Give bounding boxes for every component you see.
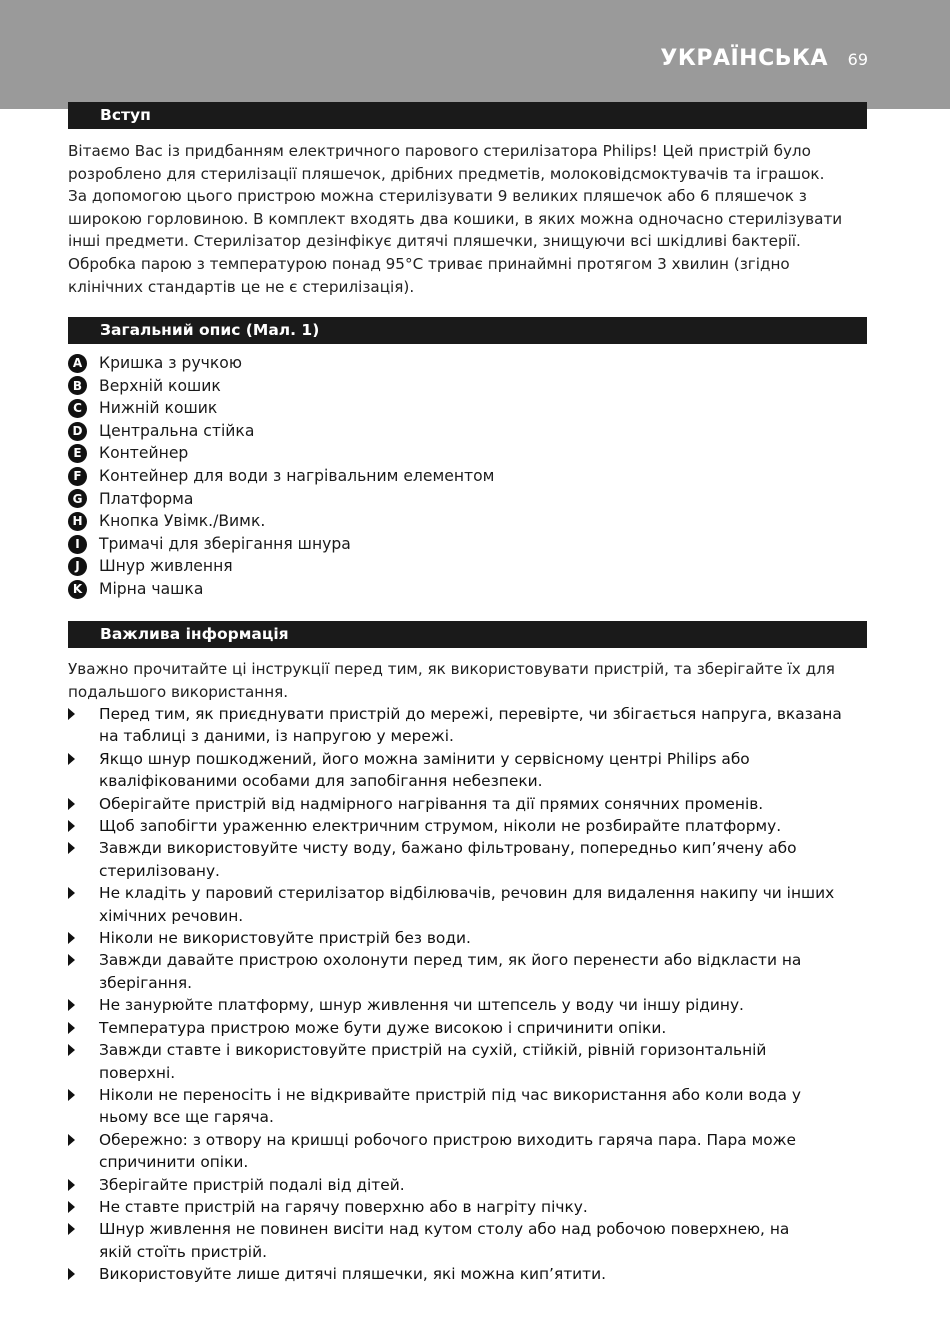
part-label: Контейнер для води з нагрівальним елементом xyxy=(99,466,495,485)
part-letter-badge: F xyxy=(68,467,87,486)
part-item xyxy=(68,510,668,533)
part-letter-badge: C xyxy=(68,399,87,418)
part-label: Нижній кошик xyxy=(99,399,218,418)
part-item xyxy=(68,465,668,488)
part-letter-badge: A xyxy=(68,354,87,373)
warning-item xyxy=(68,793,868,815)
warning-item xyxy=(68,927,868,949)
warning-line: поверхні. xyxy=(99,1063,176,1082)
warning-line: якій стоїть пристрій. xyxy=(99,1242,267,1261)
part-label: Кнопка Увімк./Вимк. xyxy=(99,512,266,531)
important-intro-line: Уважно прочитайте ці інструкції перед тим, як використовувати пристрій, та зберігайте їх для xyxy=(68,660,835,678)
section-title-general: Загальний опис (Мал. 1) xyxy=(100,321,320,339)
warning-line: Завжди давайте пристрою охолонути перед тим, як його перенести або відкласти на xyxy=(99,951,802,970)
part-item xyxy=(68,375,668,398)
warning-line: кваліфікованими особами для запобігання небезпеки. xyxy=(99,772,543,791)
bullet-triangle-icon xyxy=(68,1089,75,1101)
part-item xyxy=(68,420,668,443)
part-letter-badge: G xyxy=(68,489,87,508)
warning-item xyxy=(68,994,868,1016)
bullet-triangle-icon xyxy=(68,1268,75,1280)
warning-line: Завжди використовуйте чисту воду, бажано фільтровану, попередньо кип’ячену або xyxy=(99,839,797,858)
section-header-important xyxy=(68,621,867,648)
warning-line: стерилізовану. xyxy=(99,861,220,880)
warning-line: Оберігайте пристрій від надмірного нагрівання та дії прямих сонячних променів. xyxy=(99,794,764,813)
part-label: Платформа xyxy=(99,489,194,508)
part-item xyxy=(68,352,668,375)
part-letter-badge: H xyxy=(68,512,87,531)
warning-line: Зберігайте пристрій подалі від дітей. xyxy=(99,1175,405,1194)
bullet-triangle-icon xyxy=(68,999,75,1011)
intro-line: Обробка парою з температурою понад 95°C триває принаймні протягом 3 хвилин (згідно xyxy=(68,254,790,273)
warning-line: ньому все ще гаряча. xyxy=(99,1108,274,1127)
bullet-triangle-icon xyxy=(68,1223,75,1235)
part-label: Шнур живлення xyxy=(99,557,233,576)
part-item xyxy=(68,533,668,556)
warning-line: на таблиці з даними, із напругою у мережі. xyxy=(99,727,454,746)
language-title: УКРАЇНСЬКА xyxy=(660,46,828,71)
section-title-important: Важлива інформація xyxy=(100,625,289,643)
intro-line: клінічних стандартів це не є стерилізація). xyxy=(68,277,415,296)
warning-line: Щоб запобігти ураженню електричним струмом, ніколи не розбирайте платформу. xyxy=(99,817,782,836)
warning-line: спричинити опіки. xyxy=(99,1153,249,1172)
part-item xyxy=(68,397,668,420)
warning-line: Температура пристрою може бути дуже високою і спричинити опіки. xyxy=(99,1018,667,1037)
section-header-general xyxy=(68,317,867,344)
bullet-triangle-icon xyxy=(68,753,75,765)
warning-line: Не занурюйте платформу, шнур живлення чи штепсель у воду чи іншу рідину. xyxy=(99,996,744,1015)
part-item xyxy=(68,578,668,601)
part-letter-badge: K xyxy=(68,580,87,599)
bullet-triangle-icon xyxy=(68,708,75,720)
section-title-intro: Вступ xyxy=(100,106,151,124)
part-item xyxy=(68,442,668,465)
bullet-triangle-icon xyxy=(68,820,75,832)
intro-line: розроблено для стерилізації пляшечок, дрібних предметів, молоковідсмоктувачів та іграшок. xyxy=(68,164,825,183)
bullet-triangle-icon xyxy=(68,954,75,966)
page-number: 69 xyxy=(847,50,868,69)
warning-item xyxy=(68,882,868,927)
warning-item xyxy=(68,1017,868,1039)
warning-line: Обережно: з отвору на кришці робочого пристрою виходить гаряча пара. Пара може xyxy=(99,1130,796,1149)
bullet-triangle-icon xyxy=(68,932,75,944)
part-letter-badge: I xyxy=(68,535,87,554)
part-label: Центральна стійка xyxy=(99,421,255,440)
warning-item xyxy=(68,1196,868,1218)
bullet-triangle-icon xyxy=(68,887,75,899)
important-intro xyxy=(68,658,868,703)
bullet-triangle-icon xyxy=(68,1022,75,1034)
warning-line: Використовуйте лише дитячі пляшечки, які можна кип’ятити. xyxy=(99,1265,607,1284)
part-item xyxy=(68,488,668,511)
warning-line: хімічних речовин. xyxy=(99,906,244,925)
bullet-triangle-icon xyxy=(68,1201,75,1213)
warning-item xyxy=(68,1084,868,1129)
warning-line: Шнур живлення не повинен висіти над кутом столу або над робочою поверхнею, на xyxy=(99,1220,790,1239)
header-band xyxy=(0,0,950,109)
part-label: Тримачі для зберігання шнура xyxy=(99,534,351,553)
intro-line: широкою горловиною. В комплект входять два кошики, в яких можна одночасно стерилізувати xyxy=(68,209,843,228)
part-letter-badge: B xyxy=(68,376,87,395)
bullet-triangle-icon xyxy=(68,1044,75,1056)
bullet-triangle-icon xyxy=(68,798,75,810)
intro-line: інші предмети. Стерилізатор дезінфікує дитячі пляшечки, знищуючи всі шкідливі бактерії. xyxy=(68,232,801,251)
warning-item xyxy=(68,815,868,837)
warning-line: Якщо шнур пошкоджений, його можна замінити у сервісному центрі Philips або xyxy=(99,749,750,768)
intro-line: Вітаємо Вас із придбанням електричного парового стерилізатора Philips! Цей пристрій було xyxy=(68,142,811,160)
warning-item xyxy=(68,703,868,748)
part-letter-badge: E xyxy=(68,444,87,463)
intro-paragraph xyxy=(68,140,868,298)
warning-line: Перед тим, як приєднувати пристрій до мережі, перевірте, чи збігається напруга, вказана xyxy=(99,705,842,723)
part-label: Контейнер xyxy=(99,444,189,463)
important-intro-line: подальшого використання. xyxy=(68,682,289,701)
warning-item xyxy=(68,1263,868,1285)
part-letter-badge: D xyxy=(68,422,87,441)
part-item xyxy=(68,555,668,578)
bullet-triangle-icon xyxy=(68,1134,75,1146)
warning-item xyxy=(68,1039,868,1084)
warning-item xyxy=(68,1174,868,1196)
warning-line: Не ставте пристрій на гарячу поверхню або в нагріту пічку. xyxy=(99,1197,588,1216)
part-letter-badge: J xyxy=(68,557,87,576)
part-label: Мірна чашка xyxy=(99,579,204,598)
warning-list xyxy=(68,703,868,1286)
intro-line: За допомогою цього пристрою можна стерилізувати 9 великих пляшечок або 6 пляшечок з xyxy=(68,187,807,206)
warning-item xyxy=(68,837,868,882)
part-label: Верхній кошик xyxy=(99,376,221,395)
bullet-triangle-icon xyxy=(68,842,75,854)
warning-line: Не кладіть у паровий стерилізатор відбілювачів, речовин для видалення накипу чи інших xyxy=(99,884,835,903)
warning-line: Ніколи не переносіть і не відкривайте пристрій під час використання або коли вода у xyxy=(99,1085,801,1104)
warning-item xyxy=(68,949,868,994)
warning-line: зберігання. xyxy=(99,973,192,992)
warning-line: Ніколи не використовуйте пристрій без води. xyxy=(99,929,471,948)
warning-item xyxy=(68,1218,868,1263)
section-header-intro xyxy=(68,102,867,129)
warning-item xyxy=(68,1129,868,1174)
warning-line: Завжди ставте і використовуйте пристрій на сухій, стійкій, рівній горизонтальній xyxy=(99,1041,767,1060)
warning-item xyxy=(68,748,868,793)
parts-list xyxy=(68,352,668,601)
part-label: Кришка з ручкою xyxy=(99,354,242,372)
bullet-triangle-icon xyxy=(68,1179,75,1191)
